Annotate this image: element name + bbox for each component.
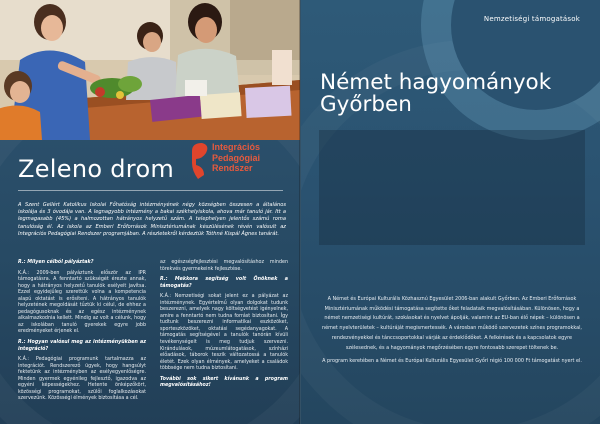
ipr-logo-mark-icon bbox=[190, 141, 210, 181]
interview-answer: K.Á.: 2009-ben pályáztunk először az IPR támogatásra. A fenntartó szükségét érezte annak, hogy a hátrányos helyzetű tanulók esélyeit javítsa. Ezzel egyidejűleg szerettük volna a kompetencia alapú oktatást is erősíteni. A hátrányos tanulók helyzetének megoldását tűztük ki célul, de ehhez a pedagógusoknak és az egész intézménynek alkalmazkodnia kellett. Mindig az volt a célunk, hogy az iskolában tanuló gyerekek egyre jobb eredményeket érjenek el. bbox=[18, 270, 146, 335]
article-title: Német hagyományok Győrben bbox=[320, 70, 552, 117]
body-paragraph: A Német és Európai Kulturális Közhasznú Egyesület 2006-ban alakult Győrben. Az Emberi Erőforrások Minisztériumának működési támogatása segítette őket feladataik megvalósításában. Különösen, hogy a német nemzetiségi kultúrát, szokásokat és nyelvet ápolják, valamint az EU-ban élő népek – különösen a német nyelvterületek – kultúráját megismertessék. A városban működő szervezetek színes programokkal, rendezvényekkel és tánccsoportokkal várják az érdeklődőket. A felkérések és a kapcsolatok egyre szélesednek, és a hagyományok megőrzésében egyre fontosabb szerepet töltenek be. bbox=[322, 296, 582, 351]
section-label: Nemzetiségi támogatások bbox=[483, 15, 580, 23]
article-intro: A Szent Gellért Katolikus Iskolai Főhatóság intézményének négy községben összesen a általános iskolája és 3 óvodája van. A legnagyobb intézmény a bakai székhelyiskola, ahova már tanuló jár. Itt a legmagasabb (45%) a halmozottan hátrányos helyzetű szám. A telephelyen jelentős számú roma tanulóság él. Az iskola az Emberi Erőforrások Minisztériumának készülésének révén valósult az Integrációs Pedagógiai Rendszer programjában. A részletekről kérdeztük Tóthné Kispál Ágnes tanárát. bbox=[18, 202, 286, 237]
body-paragraph: A program keretében a Német és Európai Kulturális Egyesület Győri régió 100 000 Ft támogatást nyert el. bbox=[322, 358, 582, 365]
interview-question: R.: Mekkora segítség volt Önöknek a támogatás? bbox=[160, 277, 288, 289]
interview-answer: az egészségfejlesztési megvalósításhoz minden törekvés gyermekeink fejlesztése. bbox=[160, 260, 288, 272]
ipr-logo bbox=[190, 138, 290, 188]
interview-question: R.: Hogyan valósul meg az intézményükben az integráció? bbox=[18, 340, 146, 352]
article-column-1 bbox=[18, 260, 146, 407]
closing-remark: További sok sikert kívánunk a program megvalósításához! bbox=[160, 376, 288, 389]
interview-answer: K.Á.: Pedagógiai programunk tartalmazza az integrációt. Rendszerező ügyek, hogy hangsúlyt fektetünk az intézményben az esélyegyenlőségre. Minden gyermek egyénileg fejlesztő, igazodva az egyéni képességekhez. Hetente önképzőkört, közösségi programokat, szülői foglalkozásokat szervezünk. Közösségi élmények biztosítása a cél. bbox=[18, 357, 146, 402]
title-divider bbox=[18, 190, 283, 191]
ipr-logo-line: Rendszer bbox=[212, 163, 253, 173]
classroom-photo-illustration bbox=[0, 0, 300, 140]
ipr-logo-text bbox=[212, 142, 260, 174]
right-page bbox=[301, 0, 600, 424]
classroom-photo bbox=[0, 0, 300, 140]
interview-answer: K.Á.: Nemzetiségi sokat jelent ez a pályázat az intézménynek. Egyértelmű olyan dolgokat tudunk beszerezni, amelyek nagy költségvetést igényelnek, amire a fenntartó nem tudna forrást biztosítani. Így tudtunk beszerezni informatikai eszközöket, sporteszközöket, oktatási segédanyagokat. A támogatás segítségével a tanulók tanórán kívüli tevékenységeit is meg tudjuk szervezni. Kirándulások, múzeumlátogatások, színházi előadások, táborok teszik változatossá a tanulók életét. Ezek olyan élmények, amelyeket a családok többsége nem tudna biztosítani. bbox=[160, 294, 288, 372]
decorative-band bbox=[319, 130, 585, 245]
ipr-logo-line: Pedagógiai bbox=[212, 152, 261, 163]
ipr-logo-line: Integrációs bbox=[212, 142, 261, 152]
article-body bbox=[321, 295, 583, 371]
article-title: Zeleno drom bbox=[18, 155, 175, 183]
article-column-2 bbox=[160, 260, 288, 394]
interview-question: R.: Milyen célból pályáztak? bbox=[18, 260, 94, 265]
